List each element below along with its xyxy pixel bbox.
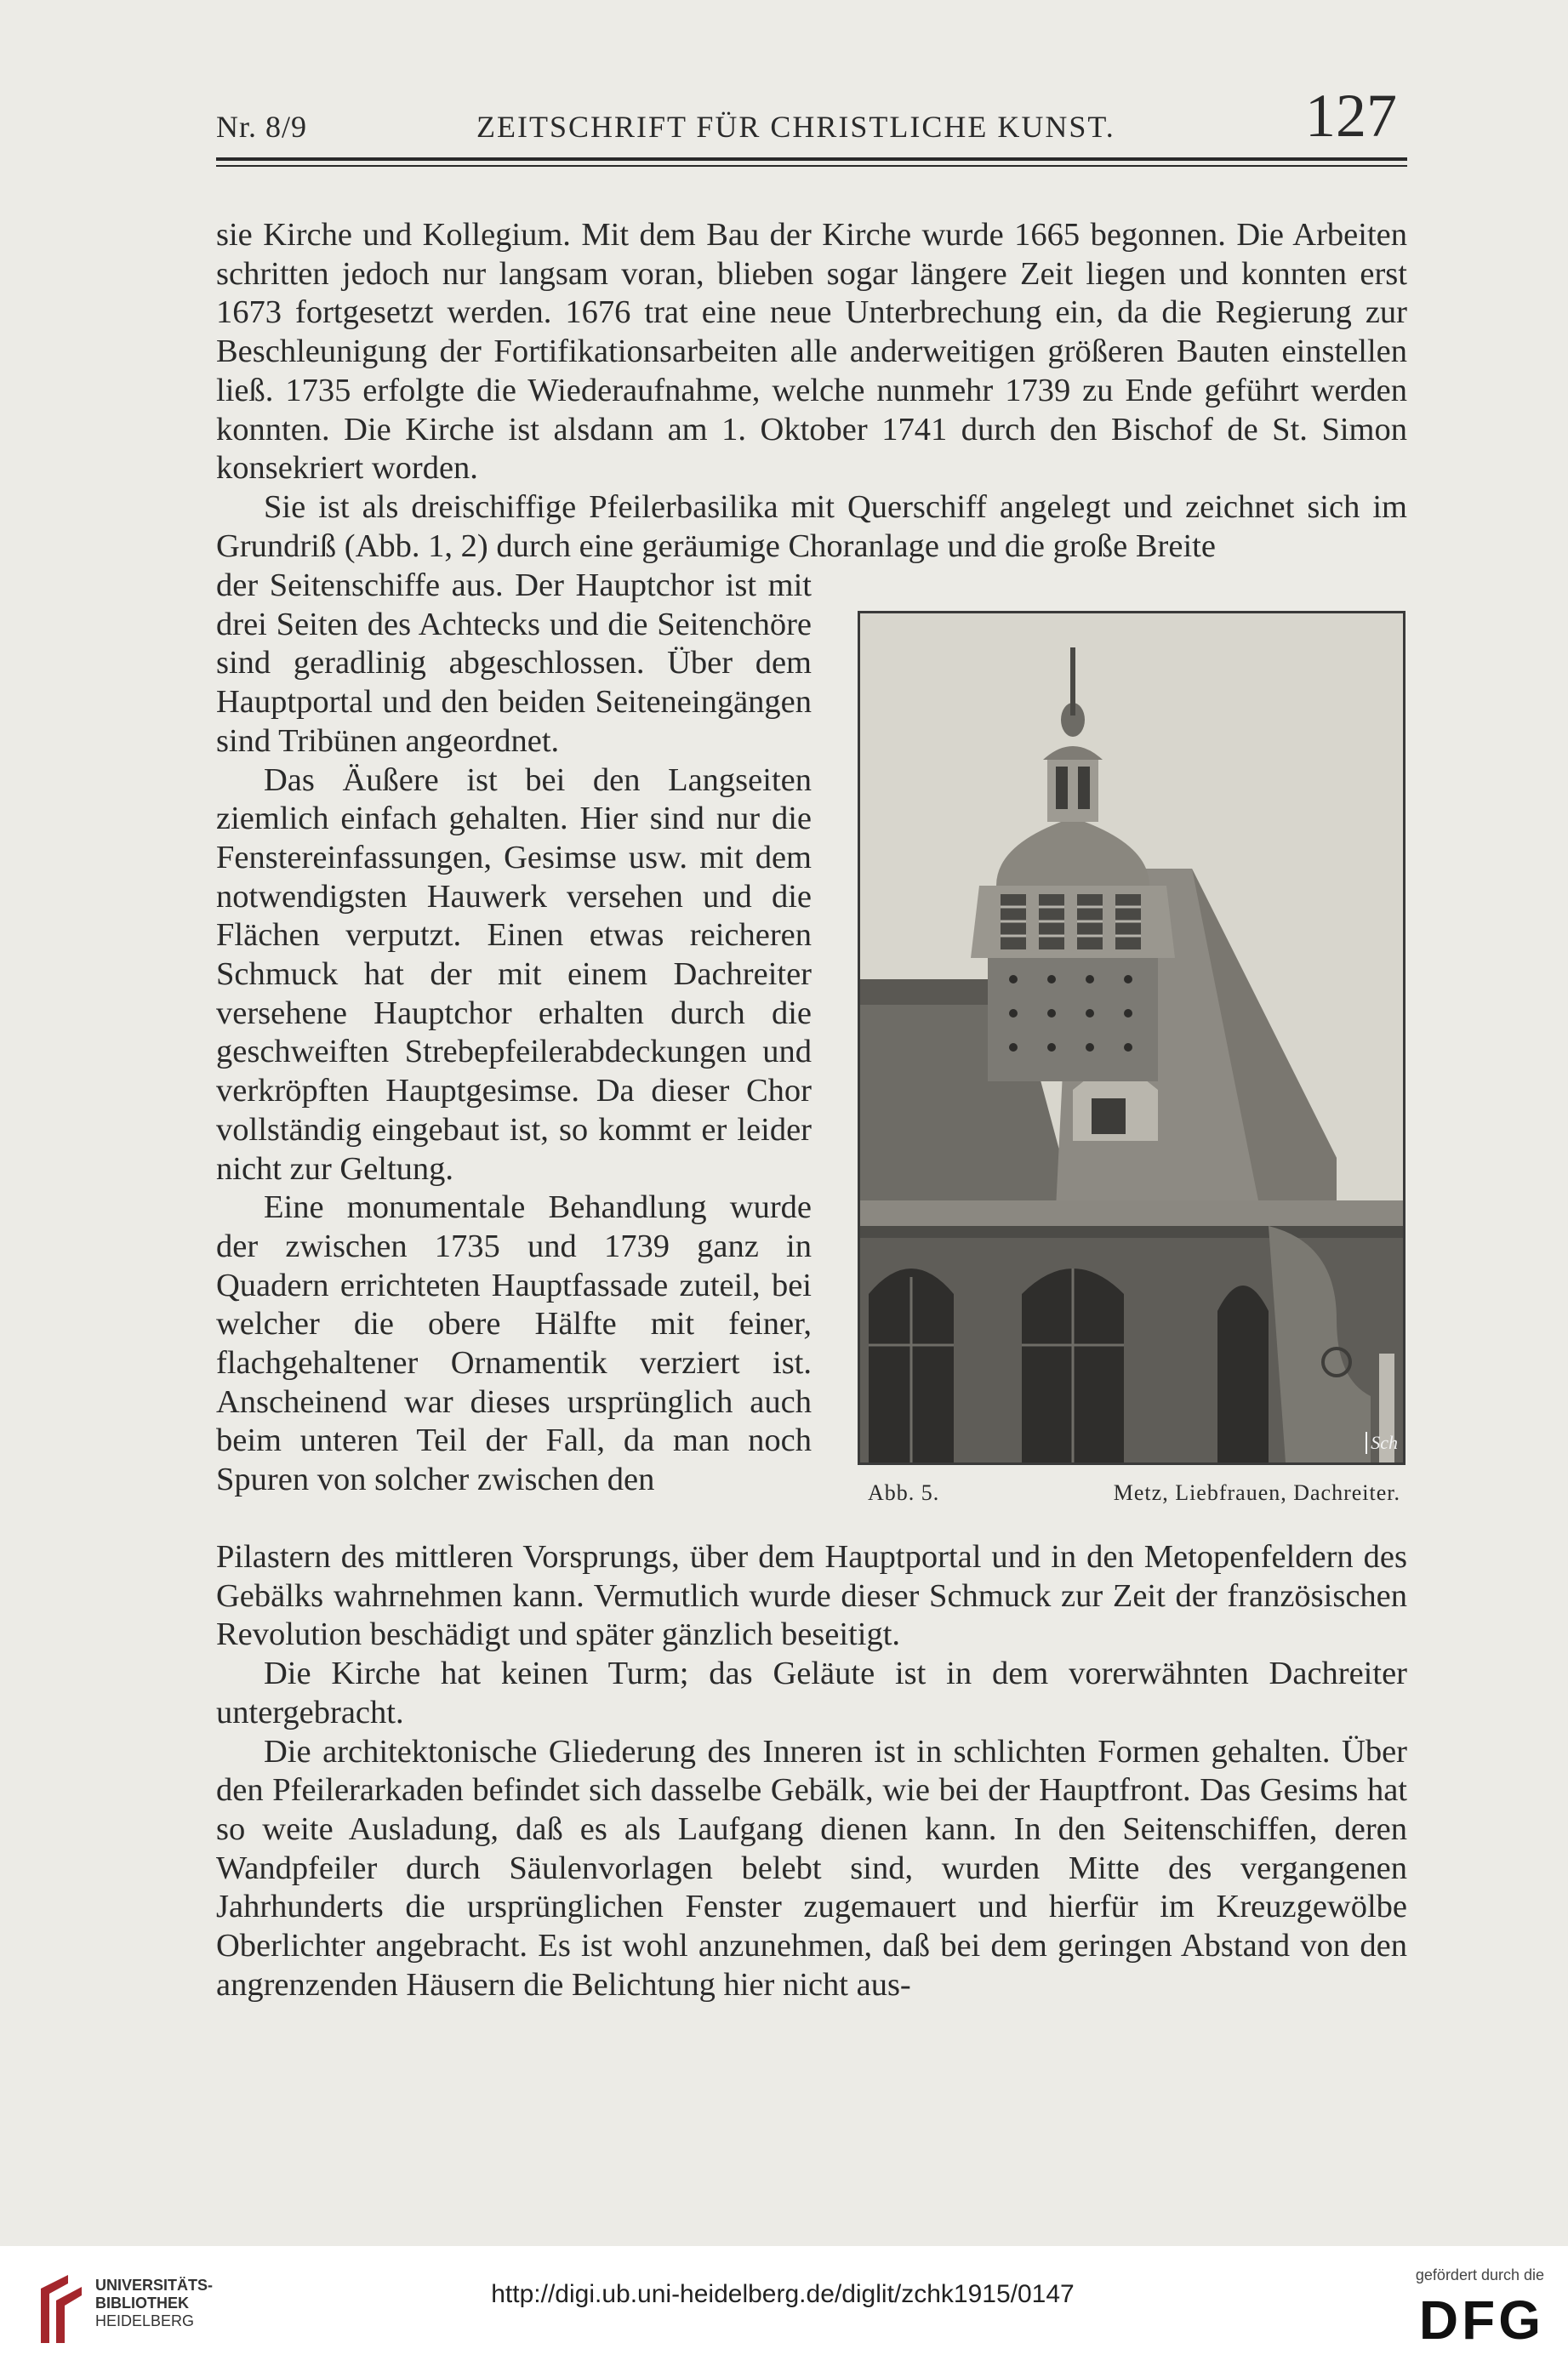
library-name[interactable] bbox=[95, 2277, 213, 2330]
header-rule-thin bbox=[216, 165, 1407, 167]
page-number: 127 bbox=[1305, 82, 1397, 150]
text-block-column bbox=[216, 567, 812, 1500]
paragraph-2-start: Sie ist als dreischiffige Pfeilerbasilika mit Querschiff angelegt und zeichnet sich im Grundriß (Abb. 1, 2) durch eine geräumige Choranlage und die große Breite bbox=[216, 488, 1407, 564]
paragraph-2-end: der Seitenschiffe aus. Der Hauptchor ist mit drei Seiten des Achtecks und die Seitenchöre sind geradlinig abgeschlossen. Über dem Hauptportal und den beiden Seiteneingängen sind Tribünen angeordnet. bbox=[216, 567, 812, 759]
photo-signature: Sch bbox=[1366, 1432, 1398, 1454]
library-name-line3: HEIDELBERG bbox=[95, 2312, 195, 2329]
permalink-url[interactable]: http://digi.ub.uni-heidelberg.de/diglit/zchk1915/0147 bbox=[491, 2280, 1075, 2308]
text-block-bottom bbox=[216, 1538, 1407, 2004]
library-name-line1: UNIVERSITÄTS- bbox=[95, 2277, 214, 2294]
paragraph-3: Das Äußere ist bei den Langseiten ziemlich einfach gehalten. Hier sind nur die Fenstereinfassungen, Gesimse usw. mit dem notwendigsten Hauwerk versehen und die Flächen verputzt. Einen etwas reicheren Schmuck hat der mit einem Dachreiter versehene Hauptchor erhalten durch die geschweiften Strebepfeilerabdeckungen und verkröpften Hauptgesimse. Da dieser Chor vollständig eingebaut ist, so kommt er leider nicht zur Geltung. bbox=[216, 761, 812, 1187]
funding-note: gefördert durch die bbox=[1415, 2266, 1544, 2283]
figure-label: Abb. 5. bbox=[868, 1480, 940, 1505]
paragraph-4-start: Eine monumentale Behandlung wurde der zwischen 1735 und 1739 ganz in Quadern errichteten Hauptfassade zuteil, bei welcher die obere Hälfte mit feiner, flachgehaltener Ornamentik verziert ist. Anscheinend war dieses ursprünglich auch beim unteren Teil der Fall, da man noch Spuren von solcher zwischen den bbox=[216, 1189, 812, 1498]
figure-photo-dachreiter bbox=[858, 611, 1405, 1465]
figure-caption: Metz, Liebfrauen, Dachreiter. bbox=[1113, 1480, 1400, 1505]
paragraph-4-end: Pilastern des mittleren Vorsprungs, über dem Hauptportal und in den Metopenfeldern des Gebälks wahrnehmen kann. Vermutlich wurde dieser Schmuck zur Zeit der französischen Revolution beschädigt und später gänzlich beseitigt. bbox=[216, 1539, 1407, 1653]
dfg-logo[interactable]: DFG bbox=[1418, 2289, 1544, 2351]
library-name-line2: BIBLIOTHEK bbox=[95, 2295, 189, 2312]
university-library-logo-icon[interactable] bbox=[34, 2272, 88, 2346]
issue-number: Nr. 8/9 bbox=[216, 110, 308, 144]
journal-title: ZEITSCHRIFT FÜR CHRISTLICHE KUNST. bbox=[476, 110, 1115, 144]
header-rule-thick bbox=[216, 157, 1407, 161]
church-tower-illustration bbox=[860, 613, 1403, 1462]
text-block-top bbox=[216, 216, 1407, 566]
paragraph-1: sie Kirche und Kollegium. Mit dem Bau der Kirche wurde 1665 begonnen. Die Arbeiten schritten jedoch nur langsam voran, blieben sogar längere Zeit liegen und konnten erst 1673 fortgesetzt werden. 1676 trat eine neue Unterbrechung ein, da die Regierung zur Beschleunigung der Fortifikationsarbeiten alle anderweitigen größeren Bauten einstellen ließ. 1735 erfolgte die Wiederaufnahme, welche nunmehr 1739 zu Ende geführt werden konnten. Die Kirche ist alsdann am 1. Oktober 1741 durch den Bischof de St. Simon konsekriert worden. bbox=[216, 217, 1407, 487]
paragraph-6: Die architektonische Gliederung des Inneren ist in schlichten Formen gehalten. Über den Pfeilerarkaden befindet sich dasselbe Gebälk, wie bei der Hauptfront. Das Gesims hat so weite Ausladung, daß es als Laufgang dienen kann. In den Seitenschiffen, deren Wandpfeiler durch Säulenvorlagen belebt sind, wurden Mitte des vergangenen Jahrhunderts die ursprünglichen Fenster zugemauert und hierfür im Kreuzgewölbe Oberlichter angebracht. Es ist wohl anzunehmen, daß bei dem geringen Abstand von den angrenzenden Häusern die Belichtung hier nicht aus- bbox=[216, 1733, 1407, 2003]
paragraph-5: Die Kirche hat keinen Turm; das Geläute ist in dem vorerwähnten Dachreiter untergebracht. bbox=[216, 1656, 1407, 1730]
